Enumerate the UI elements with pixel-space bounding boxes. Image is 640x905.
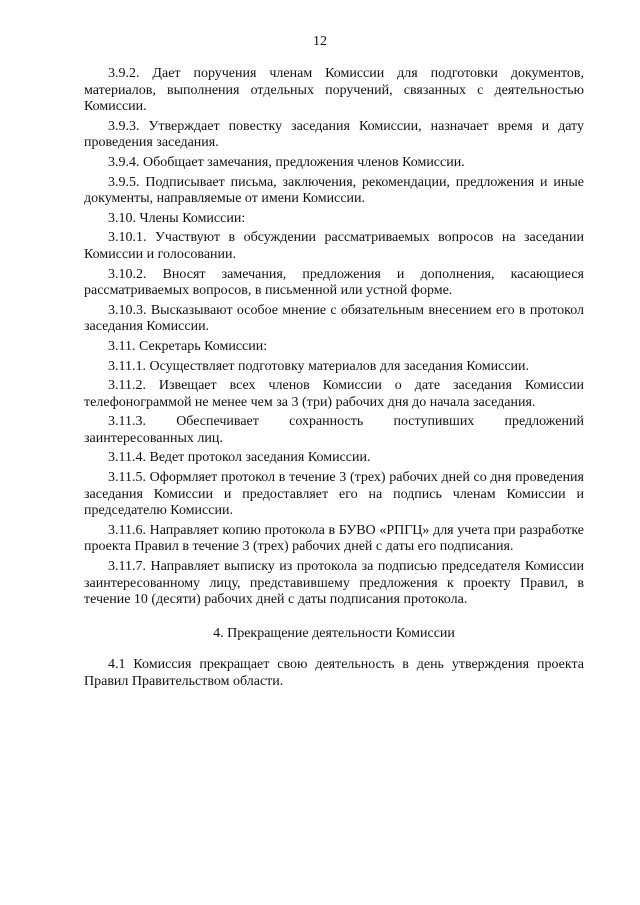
- paragraph-3-11-7: 3.11.7. Направляет выписку из протокола за подписью председателя Комиссии заинтересованному лицу, представившему предложения к проекту Правил, в течение 10 (десяти) рабочих дней с даты подписания протокола.: [84, 559, 584, 608]
- paragraph-3-11-6: 3.11.6. Направляет копию протокола в БУВО «РПГЦ» для учета при разработке проекта Правил в течение 3 (трех) рабочих дней с даты его подписания.: [84, 522, 584, 555]
- paragraph-3-11: 3.11. Секретарь Комиссии:: [108, 338, 268, 354]
- document-body: [84, 66, 584, 609]
- final-section: [84, 656, 584, 690]
- paragraph-4-1: 4.1 Комиссия прекращает свою деятельность в день утверждения проекта Правил Правительством области.: [84, 657, 584, 689]
- section-heading: 4. Прекращение деятельности Комиссии: [213, 626, 455, 641]
- paragraph-3-10-1: 3.10.1. Участвуют в обсуждении рассматриваемых вопросов на заседании Комиссии и голосовании.: [84, 230, 584, 262]
- paragraph-3-10: 3.10. Члены Комиссии:: [108, 210, 246, 226]
- page-number: 12: [313, 34, 327, 49]
- paragraph-3-11-4: 3.11.4. Ведет протокол заседания Комиссии.: [108, 450, 371, 466]
- paragraph-3-11-3: 3.11.3. Обеспечивает сохранность поступивших предложений заинтересованных лиц.: [84, 414, 584, 446]
- paragraph-3-10-2: 3.10.2. Вносят замечания, предложения и дополнения, касающиеся рассматриваемых вопросов, в письменной или устной форме.: [84, 266, 584, 299]
- paragraph-3-10-3: 3.10.3. Высказывают особое мнение с обязательным внесением его в протокол заседания Комиссии.: [84, 302, 584, 335]
- paragraph-3-11-5: 3.11.5. Оформляет протокол в течение 3 (трех) рабочих дней со дня проведения заседания Комиссии и предоставляет его на подпись членам Комиссии и председателю Комиссии.: [84, 470, 584, 519]
- paragraph-3-9-4: 3.9.4. Обобщает замечания, предложения членов Комиссии.: [108, 154, 465, 170]
- paragraph-3-11-1: 3.11.1. Осуществляет подготовку материалов для заседания Комиссии.: [108, 358, 530, 374]
- paragraph-3-9-2: 3.9.2. Дает поручения членам Комиссии для подготовки документов, материалов, выполнения отдельных поручений, связанных с деятельностью Комиссии.: [84, 66, 584, 115]
- paragraph-3-9-5: 3.9.5. Подписывает письма, заключения, рекомендации, предложения и иные документы, направляемые от имени Комиссии.: [84, 174, 584, 207]
- paragraph-3-9-3: 3.9.3. Утверждает повестку заседания Комиссии, назначает время и дату проведения заседания.: [84, 118, 584, 151]
- paragraph-3-11-2: 3.11.2. Извещает всех членов Комиссии о дате заседания Комиссии телефонограммой не менее чем за 3 (три) рабочих дня до начала заседания.: [84, 378, 584, 410]
